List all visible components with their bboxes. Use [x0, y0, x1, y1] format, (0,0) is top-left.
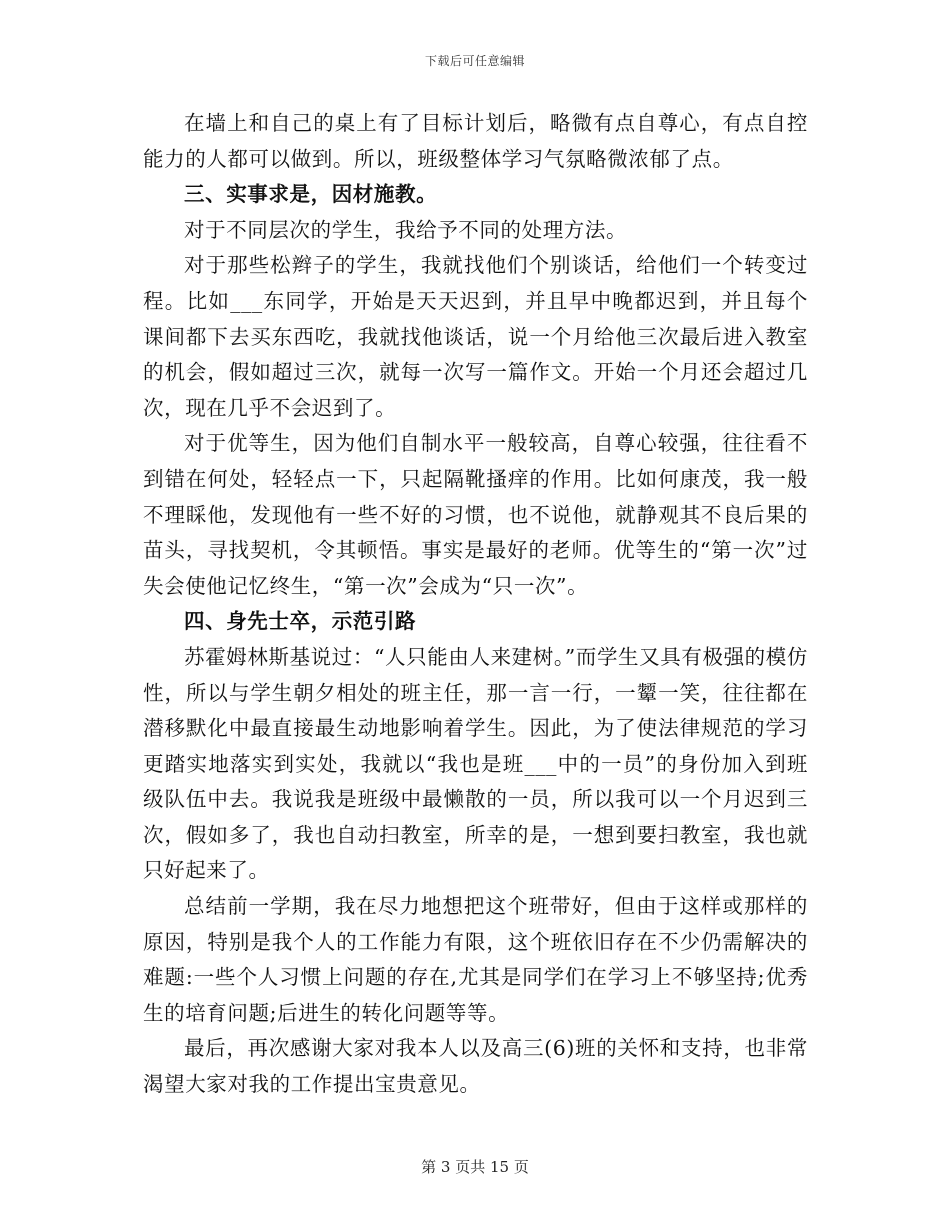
- page-number: 第 3 页共 15 页: [421, 1158, 529, 1176]
- paragraph: 对于不同层次的学生，我给予不同的处理方法。: [184, 217, 628, 242]
- paragraph: 在墙上和自己的桌上有了目标计划后，略微有点自尊心，有点自控能力的人都可以做到。所以，班级整体学习气氛略微浓郁了点。: [143, 111, 808, 171]
- paragraph: 总结前一学期，我在尽力地想把这个班带好，但由于这样或那样的原因，特别是我个人的工作能力有限，这个班依旧存在不少仍需解决的难题:一些个人习惯上问题的存在,尤其是同学们在学习上不够坚持;优秀生的培育问题;后进生的转化问题等等。: [143, 894, 808, 1025]
- page-header: 下载后可任意编辑: [424, 54, 525, 68]
- paragraph: 对于那些松辫子的学生，我就找他们个别谈话，给他们一个转变过程。比如___东同学，开始是天天迟到，并且早中晚都迟到，并且每个课间都下去买东西吃，我就找他谈话，说一个月给他三次最后进入教室的机会，假如超过三次，就每一次写一篇作文。开始一个月还会超过几次，现在几乎不会迟到了。: [143, 253, 808, 420]
- section-heading: 三、实事求是，因材施教。: [184, 182, 438, 207]
- paragraph: 苏霍姆林斯基说过：“人只能由人来建树。”而学生又具有极强的模仿性，所以与学生朝夕相处的班主任，那一言一行，一颦一笑，往往都在潜移默化中最直接最生动地影响着学生。因此，为了使法律规范的学习更踏实地落实到实处，我就以“我也是班___中的一员”的身份加入到班级队伍中去。我说我是班级中最懒散的一员，所以我可以一个月迟到三次，假如多了，我也自动扫教室，所幸的是，一想到要扫教室，我也就只好起来了。: [143, 644, 808, 883]
- document-body: [143, 106, 808, 1103]
- paragraph: 对于优等生，因为他们自制水平一般较高，自尊心较强，往往看不到错在何处，轻轻点一下，只起隔靴搔痒的作用。比如何康茂，我一般不理睬他，发现他有一些不好的习惯，也不说他，就静观其不良后果的苗头，寻找契机，令其顿悟。事实是最好的老师。优等生的“第一次”过失会使他记忆终生，“第一次”会成为“只一次”。: [143, 431, 808, 598]
- section-heading: 四、身先士卒，示范引路: [184, 609, 417, 634]
- paragraph: 最后，再次感谢大家对我本人以及高三(6)班的关怀和支持，也非常渴望大家对我的工作提出宝贵意见。: [143, 1036, 808, 1097]
